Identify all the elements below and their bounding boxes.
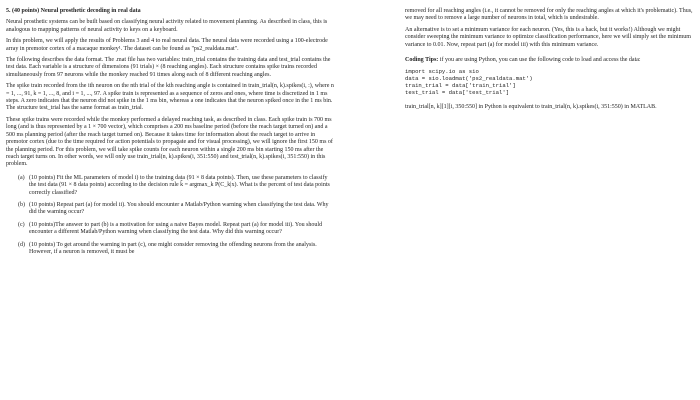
part-label: (c) bbox=[18, 221, 25, 228]
coding-tips-label: Coding Tips: bbox=[405, 57, 439, 64]
continuation-paragraph: removed for all reaching angles (i.e., it cannot be removed for only the reaching angles at which it's problematic). Thus, we may need to remove a large number of neurons in total, which is undesirable. bbox=[405, 8, 693, 22]
part-d bbox=[18, 242, 334, 257]
equivalence-note: train_trial[n, k][1][i, 350:550] in Python is equivalent to train_trial(n, k).spikes(i, 351:550) in MATLAB. bbox=[405, 104, 657, 111]
part-label: (d) bbox=[18, 241, 25, 248]
part-text: (10 points) Fit the ML parameters of model i) to the training data (91 × 8 data points). Then, use these parameters to classify the test data (91 × 8 data points) according to the decision rule k̂ = argmax_k P(C_k|x). What is the percent of test data points correctly classified? bbox=[29, 174, 330, 196]
intro-paragraph-3: The following describes the data format. The .mat file has two variables: train_trial contains the training data and test_trial contains the test data. Each variable is a structure of dimensions (91 trials) × (8 reaching angles). Each structure contains spike trains recorded simultaneously from 97 neurons while the monkey reached 91 times along each of 8 different reaching angles. bbox=[6, 57, 331, 78]
intro-paragraph-1: Neural prosthetic systems can be built based on classifying neural activity related to movement planning. As described in class, this is analogous to mapping patterns of neural activity to keys on a keyboard. bbox=[6, 19, 328, 33]
code-line: test_trial = data['test_trial'] bbox=[405, 89, 510, 97]
part-label: (a) bbox=[18, 174, 25, 181]
problem-title: 5. (40 points) Neural prosthetic decoding in real data bbox=[6, 8, 141, 14]
part-a bbox=[18, 175, 334, 197]
left-column bbox=[6, 8, 334, 261]
part-b bbox=[18, 202, 334, 217]
intro-paragraph-4: The spike train recorded from the ith neuron on the nth trial of the kth reaching angle is contained in train_trial(n, k).spikes(i, :), where n = 1, ..., 91, k = 1, ..., 8, and i = 1, ..., 97. A spike train is represented as a sequence of zeros and ones, where time is discretized in 1 ms steps. A zero indicates that the neuron did not spike in the 1 ms bin, whereas a one indicates that the neuron spiked once in the 1 ms bin. The structure test_trial has the same format as train_trial. bbox=[6, 83, 334, 112]
part-text: (10 points) Repeat part (a) for model ii). You should encounter a Matlab/Python warning when classifying the test data. Why did the warning occur? bbox=[29, 201, 329, 216]
alternative-paragraph: An alternative is to set a minimum variance for each neuron. (Yes, this is a hack, but it works!) Although we might consider sweeping the minimum variance to optimize classification performance, here we will simply set the minimum variance to 0.01. Now, repeat part (a) for model iii) with this minimum variance. bbox=[405, 26, 691, 48]
intro-paragraph-2: In this problem, we will apply the results of Problems 3 and 4 to real neural data. The neural data were recorded using a 100-electrode array in premotor cortex of a macaque monkey¹. The dataset can be found as "ps2_realdata.mat". bbox=[6, 38, 328, 52]
part-c bbox=[18, 222, 334, 237]
code-line: train_trial = data['train_trial'] bbox=[405, 82, 516, 90]
intro-paragraph-5: These spike trains were recorded while the monkey performed a delayed reaching task, as described in class. Each spike train is 700 ms long (and is thus represented by a 1 × 700 vector), which comprises a 200 ms baseline period (before the reach target turned on) and a 500 ms planning period (after the reach target turned on). Because it takes time for information about the reach target to arrive in premotor cortex (due to the time required for action potentials to propagate and for visual processing), we will ignore the first 150 ms of the planning period. For this problem, we will take spike counts for each neuron within a single 200 ms bin starting 150 ms after the reach target turns on. In other words, we will only use train_trial(n, k).spikes(i, 351:550) and test_trial(n, k).spikes(i, 351:550) in this problem. bbox=[6, 116, 333, 168]
problem-parts-list bbox=[18, 175, 334, 257]
coding-tips-paragraph bbox=[405, 57, 697, 64]
code-line: data = sio.loadmat('ps2_realdata.mat') bbox=[405, 75, 533, 83]
code-block bbox=[405, 68, 697, 96]
part-text: (10 points)The answer to part (b) is a motivation for using a naive Bayes model. Repeat part (a) for model iii). You should encounter a different Matlab/Python warning when classifying the test data. Why did this warning occur? bbox=[29, 221, 323, 236]
right-column bbox=[405, 8, 697, 116]
code-line: import scipy.io as sio bbox=[405, 68, 479, 76]
part-text: (10 points) To get around the warning in part (c), one might consider removing the offending neurons from the analysis. However, if a neuron is removed, it must be bbox=[29, 241, 317, 255]
part-label: (b) bbox=[18, 201, 25, 208]
coding-tips-text: if you are using Python, you can use the following code to load and access the data: bbox=[438, 57, 641, 64]
